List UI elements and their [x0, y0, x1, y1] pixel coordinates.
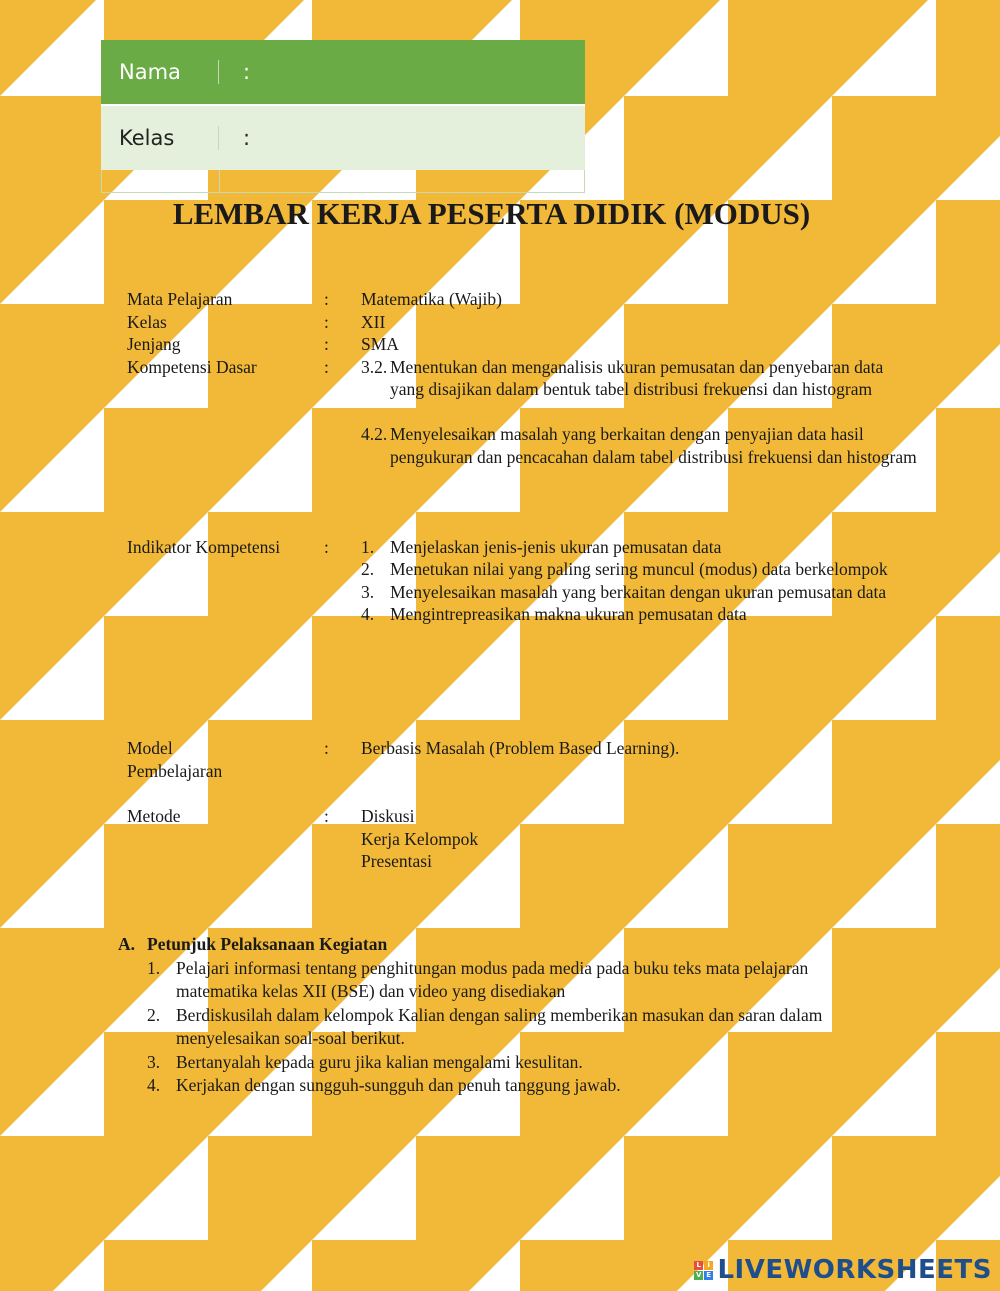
list-item: 1. Pelajari informasi tentang penghitungan modus pada media pada buku teks mata pelajaran matematika kelas XII (BSE) dan video yang disediakan	[147, 957, 809, 1001]
decorative-tile	[104, 512, 208, 616]
decorative-tile	[624, 0, 728, 96]
decorative-tile	[312, 1136, 416, 1240]
decorative-tile	[832, 616, 936, 720]
decorative-tile	[0, 0, 104, 96]
decorative-tile	[936, 1136, 1000, 1240]
section-heading: A. Petunjuk Pelaksanaan Kegiatan	[118, 934, 388, 954]
list-item: 1. Menjelaskan jenis-jenis ukuran pemusatan data	[361, 536, 722, 557]
brand-icon: L I V E	[695, 1260, 712, 1279]
decorative-tile	[936, 720, 1000, 824]
brand-text: LIVEWORKSHEETS	[717, 1255, 992, 1285]
decorative-tile	[728, 96, 832, 200]
decorative-tile	[832, 0, 936, 96]
decorative-tile	[208, 824, 312, 928]
decorative-tile	[936, 512, 1000, 616]
decorative-tile	[0, 616, 104, 720]
decorative-tile	[0, 408, 104, 512]
learning-model-value: Berbasis Masalah (Problem Based Learning).	[361, 738, 680, 758]
decorative-tile	[728, 1136, 832, 1240]
subject-value: Matematika (Wajib)	[361, 289, 502, 309]
page-title: LEMBAR KERJA PESERTA DIDIK (MODUS)	[172, 196, 811, 231]
decorative-tile	[416, 1240, 520, 1291]
list-item: 4. Kerjakan dengan sungguh-sungguh dan penuh tanggung jawab.	[147, 1075, 621, 1095]
indicators-list	[361, 536, 921, 626]
instructions-list	[118, 957, 878, 1098]
class-row	[101, 104, 585, 170]
level-label: Jenjang	[127, 334, 181, 354]
liveworksheets-logo[interactable]	[694, 1255, 992, 1285]
decorative-tile	[520, 1136, 624, 1240]
name-row	[101, 40, 585, 104]
decorative-tile	[936, 304, 1000, 408]
name-field[interactable]: :	[243, 60, 251, 84]
learning-model-label: Model Pembelajaran	[127, 738, 223, 781]
name-label: Nama	[101, 60, 219, 84]
decorative-tile	[208, 1240, 312, 1291]
indicators-label: Indikator Kompetensi	[127, 536, 281, 557]
decorative-tile	[936, 928, 1000, 1032]
class-field[interactable]: :	[243, 126, 251, 150]
decorative-tile	[208, 408, 312, 512]
list-item: 3. Menyelesaikan masalah yang berkaitan dengan ukuran pemusatan data	[361, 581, 887, 602]
list-item: 2. Menetukan nilai yang paling sering muncul (modus) data berkelompok	[361, 559, 888, 579]
decorative-tile	[416, 616, 520, 720]
list-item: 4. Mengintrepreasikan makna ukuran pemusatan data	[361, 604, 747, 624]
method-values: Diskusi Kerja Kelompok Presentasi	[361, 806, 479, 871]
basic-competence-list	[361, 356, 921, 469]
class-info-value: XII	[361, 311, 386, 332]
list-item: 3. Bertanyalah kepada guru jika kalian mengalami kesulitan.	[147, 1051, 583, 1072]
basic-competence-label: Kompetensi Dasar	[127, 356, 257, 377]
instructions-section	[118, 933, 878, 1098]
decorative-tile	[0, 1032, 104, 1136]
decorative-tile	[936, 96, 1000, 200]
decorative-tile	[0, 1240, 104, 1291]
student-identity-table	[101, 40, 585, 193]
subject-label: Mata Pelajaran	[127, 289, 233, 309]
level-value: SMA	[361, 334, 399, 354]
decorative-tile	[0, 824, 104, 928]
list-item: 2. Berdiskusilah dalam kelompok Kalian dengan saling memberikan masukan dan saran dalam menyelesaikan soal-soal berikut.	[147, 1004, 823, 1048]
decorative-tile	[624, 616, 728, 720]
decorative-tile	[208, 616, 312, 720]
class-label: Kelas	[101, 126, 219, 150]
decorative-tile	[104, 1136, 208, 1240]
list-item: 3.2. Menentukan dan menganalisis ukuran pemusatan dan penyebaran data yang disajikan dalam bentuk tabel distribusi frekuensi dan histogram	[361, 356, 884, 399]
empty-row	[101, 170, 585, 193]
list-item: 4.2. Menyelesaikan masalah yang berkaitan dengan penyajian data hasil pengukuran dan pencacahan dalam tabel distribusi frekuensi dan histogram	[361, 424, 917, 467]
class-info-label: Kelas	[127, 311, 167, 332]
method-label: Metode	[127, 806, 181, 826]
